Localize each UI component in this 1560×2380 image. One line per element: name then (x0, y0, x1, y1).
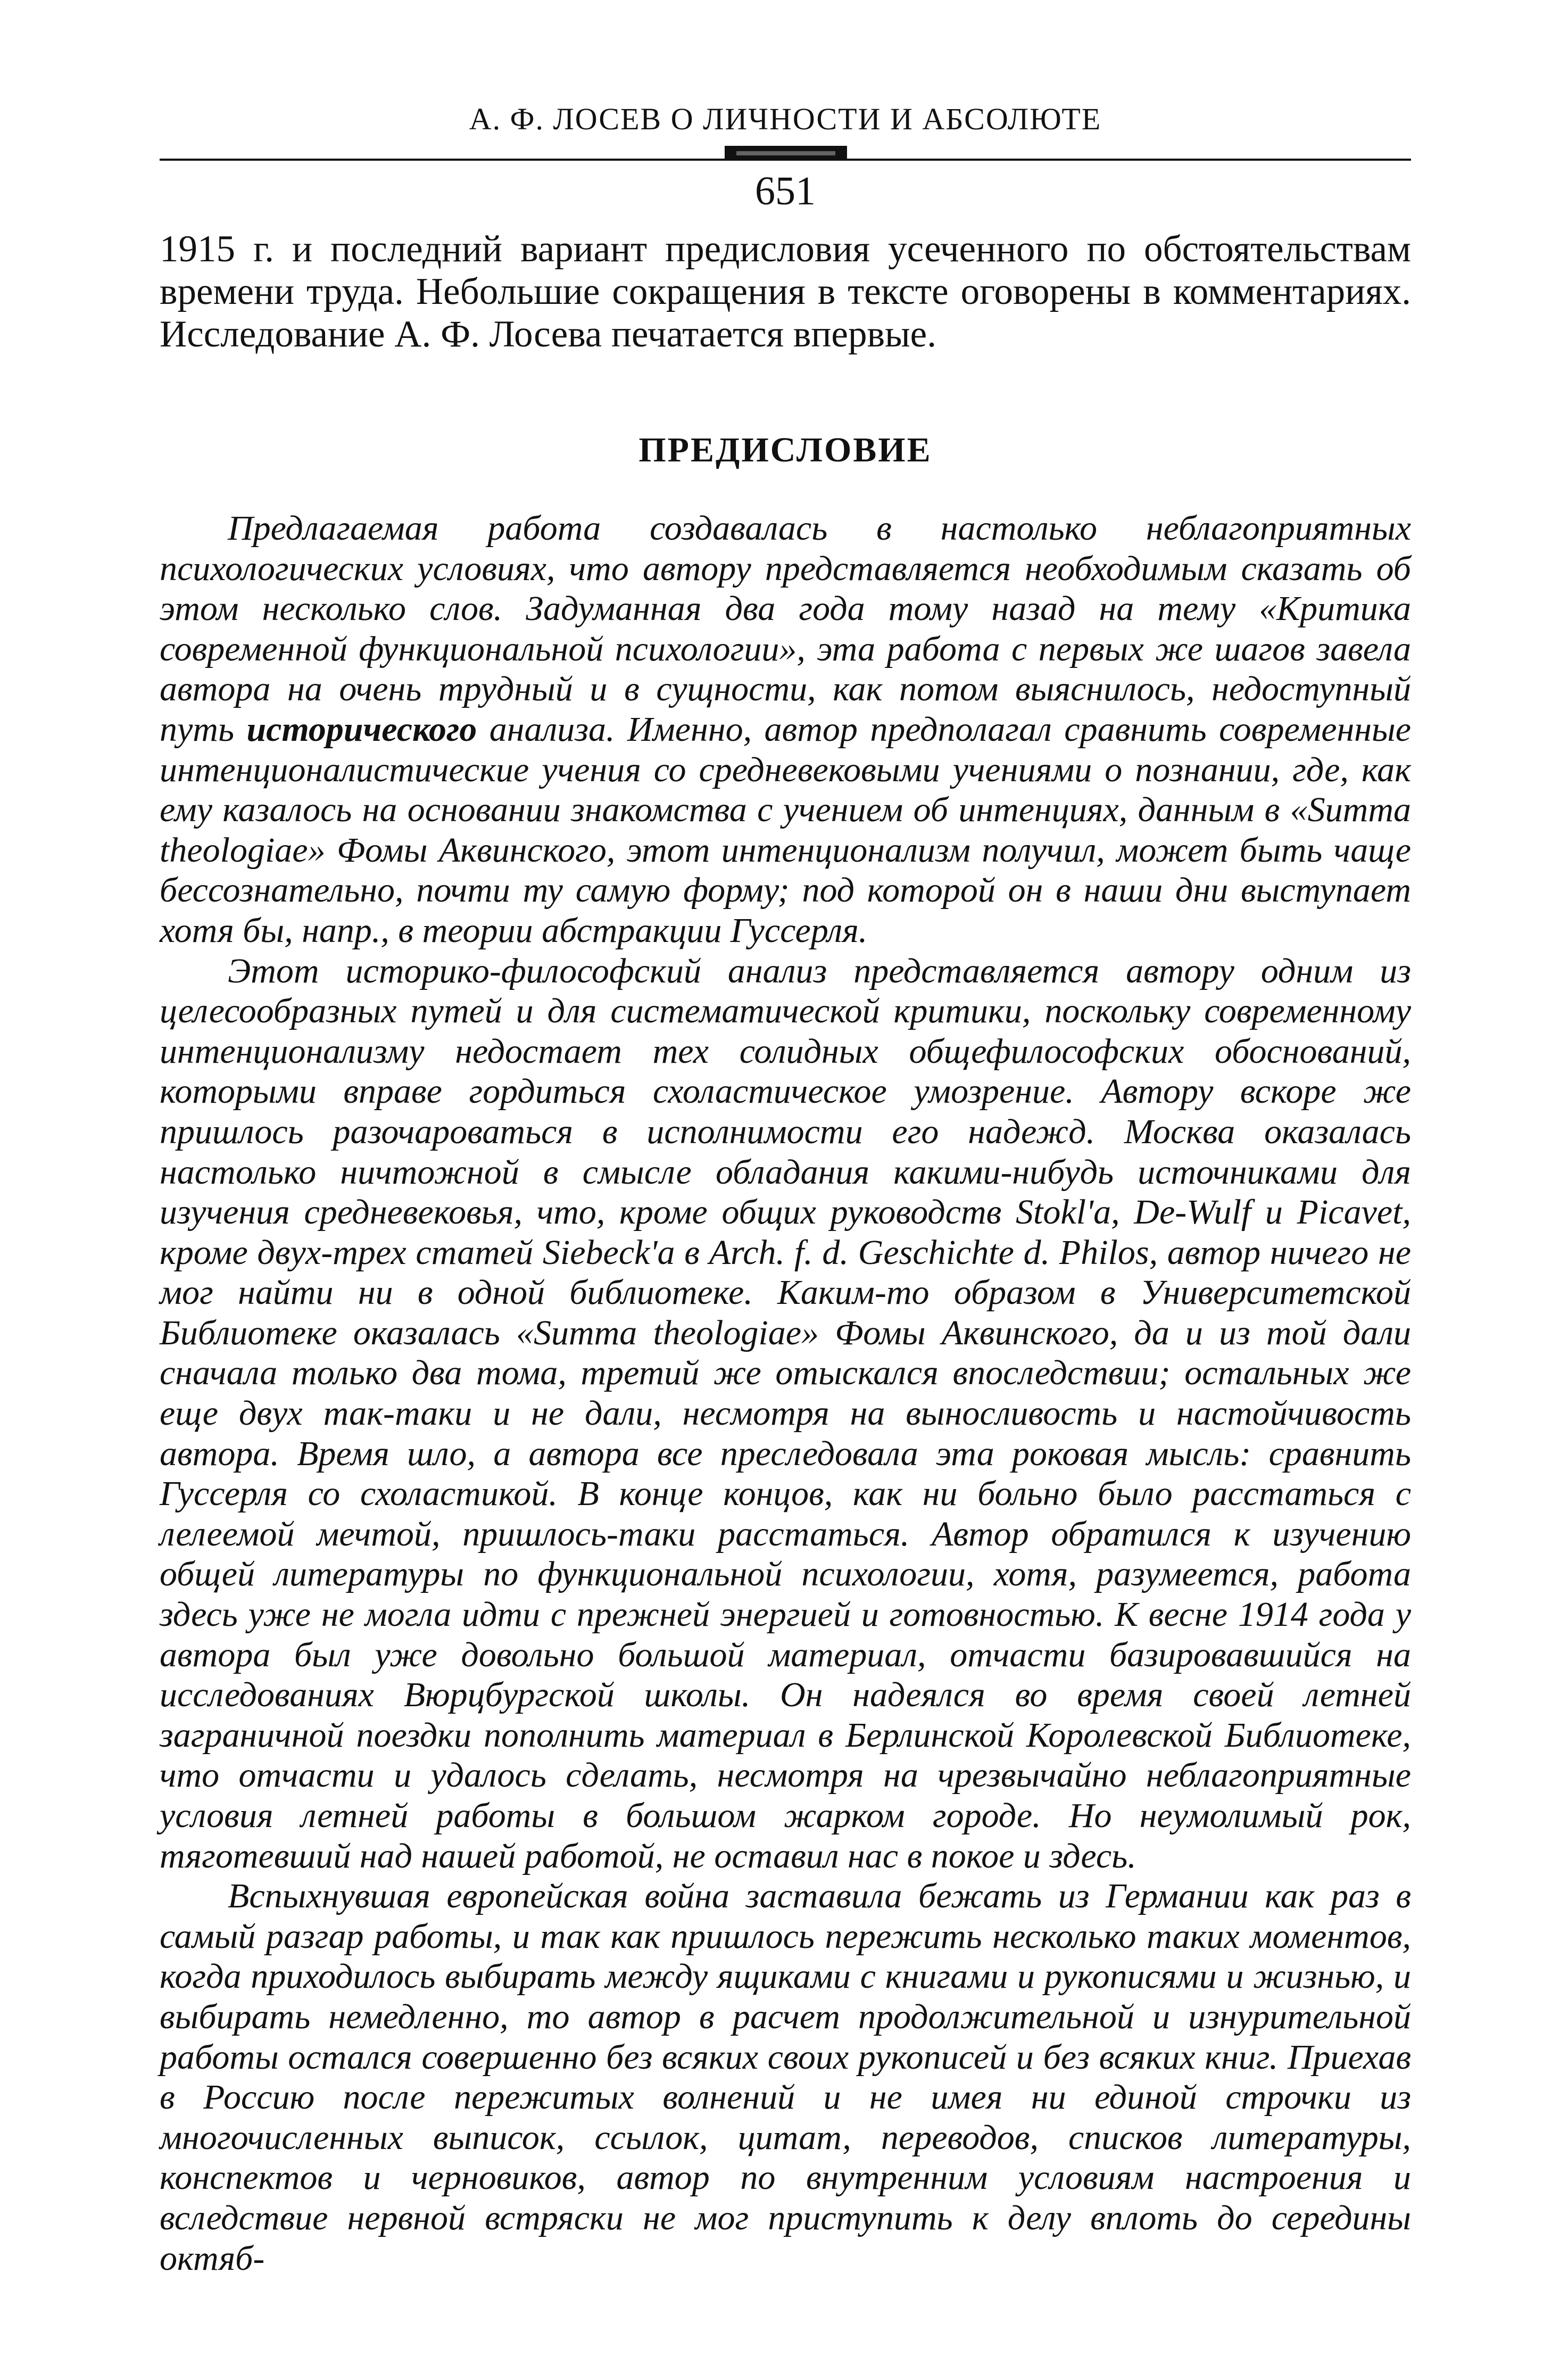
intro-paragraph: 1915 г. и последний вариант предисловия усеченного по обстоятельствам времени труда. Небольшие сокращения в тексте оговорены в комментариях. Исследование А. Ф. Лосева печатается впервые. (160, 228, 1411, 355)
header-ornament (725, 146, 847, 159)
section-title: ПРЕДИСЛОВИЕ (638, 431, 932, 469)
book-page (160, 0, 1411, 2380)
paragraph-text: анализа. Именно, автор предполагал сравнить современные интенционалистические учения со средневековыми учениями о познании, где, как ему казалось на основании знакомства с учением об интенциях, данным в «Summa theologiae» Фомы Аквинского, этот интенционализм получил, может быть чаще бессознательно, почти ту самую форму; под которой он в наши дни выступает хотя бы, напр., в теории абстракции Гуссерля. (160, 709, 1411, 950)
page-number: 651 (755, 169, 816, 213)
running-head: А. Ф. ЛОСЕВ О ЛИЧНОСТИ И АБСОЛЮТЕ (469, 102, 1102, 136)
preface-paragraph-3: Вспыхнувшая европейская война заставила бежать из Германии как раз в самый разгар работы, и так как пришлось пережить несколько таких моментов, когда приходилось выбирать между ящиками с книгами и рукописями и жизнью, и выбирать немедленно, то автор в расчет продолжительной и изнурительной работы остался совершенно без всяких своих рукописей и без всяких книг. Приехав в Россию после пережитых волнений и не имея ни единой строчки из многочисленных выписок, ссылок, цитат, переводов, списков литературы, конспектов и черновиков, автор по внутренним условиям настроения и вследствие нервной встряски не мог приступить к делу вплоть до середины октяб- (160, 1877, 1411, 2278)
preface-paragraph-1 (160, 508, 1411, 951)
emphasized-word: исторического (246, 709, 477, 749)
preface-paragraph-2: Этот историко-философский анализ представляется автору одним из целесообразных путей и для систематической критики, поскольку современному интенционализму недостает тех солидных общефилософских обоснований, которыми вправе гордиться схоластическое умозрение. Автору вскоре же пришлось разочароваться в исполнимости его надежд. Москва оказалась настолько ничтожной в смысле обладания какими-нибудь источниками для изучения средневековья, что, кроме общих руководств Stokl'a, De-Wulf и Picavet, кроме двух-трех статей Siebeck'a в Arch. f. d. Geschichte d. Philos, автор ничего не мог найти ни в одной библиотеке. Каким-то образом в Университетской Библиотеке оказалась «Summa theologiae» Фомы Аквинского, да и из той дали сначала только два тома, третий же отыскался впоследствии; остальных же еще двух так-таки и не дали, несмотря на выносливость и настойчивость автора. Время шло, а автора все преследовала эта роковая мысль: сравнить Гуссерля со схоластикой. В конце концов, как ни больно было расстаться с лелеемой мечтой, пришлось-таки расстаться. Автор обратился к изучению общей литературы по функциональной психологии, хотя, разумеется, работа здесь уже не могла идти с прежней энергией и готовностью. К весне 1914 года у автора был уже довольно большой материал, отчасти базировавшийся на исследованиях Вюрцбургской школы. Он надеялся во время своей летней заграничной поездки пополнить материал в Берлинской Королевской Библиотеке, что отчасти и удалось сделать, несмотря на чрезвычайно неблагоприятные условия летней работы в большом жарком городе. Но неумолимый рок, тяготевший над нашей работой, не оставил нас в покое и здесь. (160, 951, 1411, 1875)
header-rule (160, 159, 1411, 161)
preface-body (160, 508, 1411, 2278)
paragraph-text: Предлагаемая работа создавалась в настолько неблагоприятных психологических условиях, что автору представляется необходимым сказать об этом несколько слов. Задуманная два года тому назад на тему «Критика современной функциональной психологии», эта работа с первых же шагов завела автора на очень трудный и в сущности, как потом выяснилось, недоступный путь (160, 509, 1411, 749)
